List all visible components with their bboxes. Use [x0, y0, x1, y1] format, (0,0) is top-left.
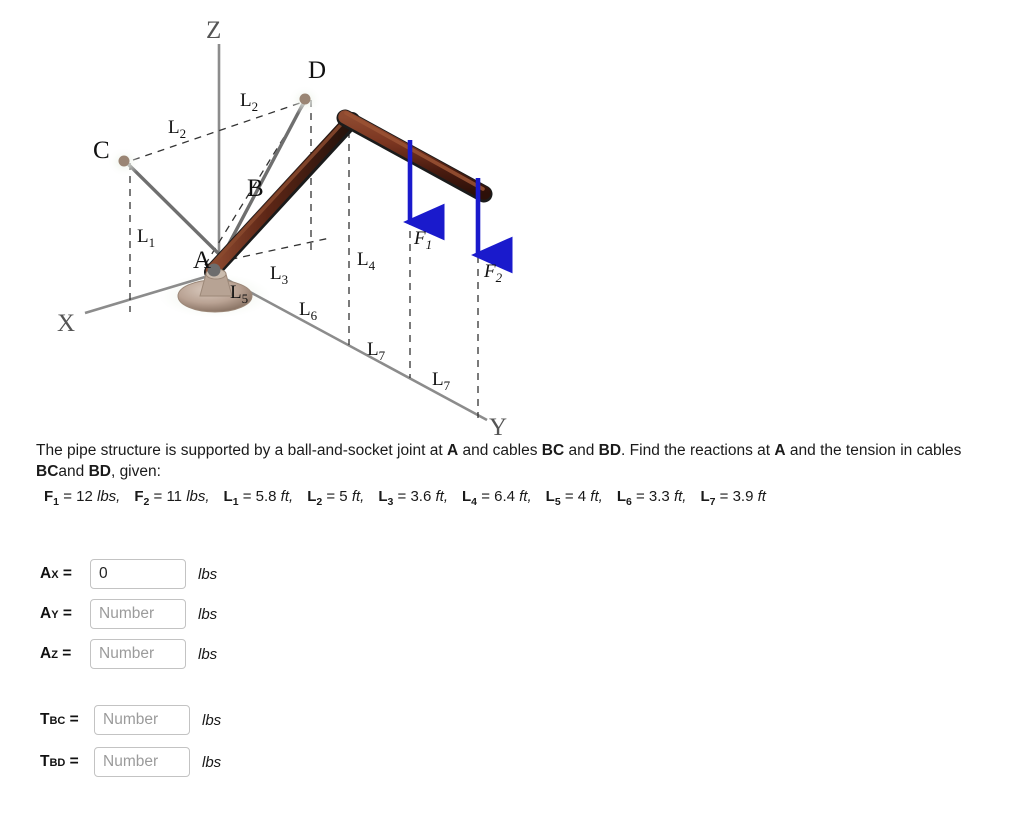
given-l2: $L_2 = 5$ ft,: [307, 488, 365, 508]
problem-ref-bc1: BC: [541, 442, 565, 459]
answer-row-az: [40, 639, 1024, 669]
length-l1-label: $L_1$: [137, 226, 156, 250]
problem-ref-bd2: BD: [88, 463, 111, 480]
given-l5: $L_5 = 4$ ft,: [545, 488, 603, 508]
given-f1: $F_1 = 12$ lbs,: [44, 488, 121, 508]
problem-line1-part1: The pipe structure is supported by a ball-and-socket joint at: [36, 442, 447, 459]
answer-ax-unit: lbs: [198, 565, 218, 583]
answer-row-tbd: [40, 747, 1024, 777]
answer-form: [40, 559, 1024, 777]
answer-ay-unit: lbs: [198, 605, 218, 623]
answer-row-ay: [40, 599, 1024, 629]
length-l5-label: $L_5$: [230, 282, 249, 306]
problem-line1-part2: and cables: [458, 442, 542, 459]
problem-ref-a1: A: [446, 442, 459, 459]
length-l6-label: $L_6$: [299, 299, 318, 323]
y-axis-label: Y: [489, 414, 508, 440]
answer-row-tbc: [40, 705, 1024, 735]
given-l6: $L_6 = 3.3$ ft,: [616, 488, 687, 508]
answer-tbd-unit: lbs: [202, 753, 222, 771]
answer-tbd-input[interactable]: [94, 747, 190, 777]
answer-ay-input[interactable]: [90, 599, 186, 629]
length-l7-lower-label: $L_7$: [432, 369, 451, 393]
problem-line1-part4: . Find the reactions at: [621, 442, 775, 459]
answer-tbc-input[interactable]: [94, 705, 190, 735]
answer-ax-input[interactable]: [90, 559, 186, 589]
length-l4-label: $L_4$: [357, 249, 376, 273]
answer-tbc-label: TBC =: [40, 711, 79, 728]
problem-line2-part2: and: [58, 463, 89, 480]
problem-line1-part5: and the tension in: [785, 442, 913, 459]
point-b-label: B: [247, 175, 264, 202]
answer-ax-label: AX =: [40, 565, 72, 582]
problem-statement: [36, 440, 1011, 482]
length-l2-left-label: $L_2$: [168, 117, 187, 141]
given-f2: $F_2 = 11$ lbs,: [134, 488, 210, 508]
form-spacer: [40, 679, 1024, 705]
problem-line2-part3: , given:: [110, 463, 161, 480]
point-a-label: A: [193, 247, 212, 274]
x-axis-label: X: [57, 310, 76, 337]
given-l1: $L_1 = 5.8$ ft,: [223, 488, 294, 508]
z-axis-label: Z: [206, 17, 222, 44]
problem-ref-bc2: BC: [36, 463, 59, 480]
problem-ref-bd1: BD: [598, 442, 622, 459]
point-d-label: D: [308, 57, 327, 84]
given-l7: $L_7 = 3.9$ ft: [700, 488, 766, 508]
length-l3-label: $L_3$: [270, 263, 289, 287]
answer-tbd-label: TBD =: [40, 753, 79, 770]
force-f2-label: $F_2$: [484, 261, 503, 285]
length-l2-right-label: $L_2$: [240, 90, 259, 114]
answer-az-label: AZ =: [40, 645, 72, 662]
answer-tbc-unit: lbs: [202, 711, 222, 729]
answer-ay-label: AY =: [40, 605, 72, 622]
given-values: [44, 486, 988, 513]
force-f1-label: $F_1$: [414, 228, 433, 252]
problem-ref-a2: A: [774, 442, 786, 459]
length-l7-upper-label: $L_7$: [367, 339, 386, 363]
point-c-label: C: [93, 137, 110, 164]
given-l4: $L_4 = 6.4$ ft,: [462, 488, 532, 508]
answer-row-ax: [40, 559, 1024, 589]
problem-line1-part3: and: [564, 442, 599, 459]
answer-az-unit: lbs: [198, 645, 218, 663]
answer-az-input[interactable]: [90, 639, 186, 669]
given-l3: $L_3 = 3.6$ ft,: [378, 488, 448, 508]
problem-line2-part1: cables: [916, 442, 962, 459]
